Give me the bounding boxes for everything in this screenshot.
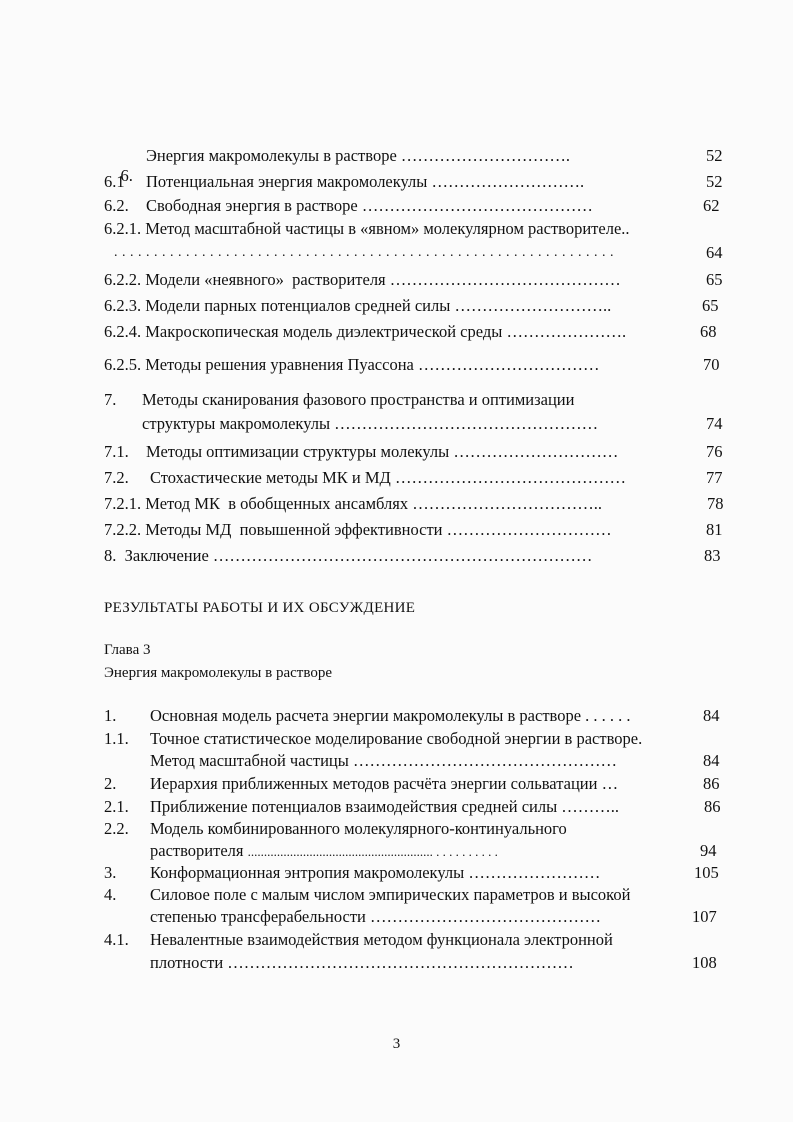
toc-page: 70 (703, 355, 720, 374)
toc-title: Метод масштабной частицы (150, 751, 349, 770)
toc-dots: . . . . . . . . . . . . . . . . . . . . . . . . . . . . . . . . . . . . . . . . . . . . . . . . . . . . . . . . . . . . . . . (114, 245, 614, 260)
toc-entry-title (150, 797, 619, 817)
toc-entry-title (150, 751, 617, 771)
toc-num: 4.1. (104, 930, 129, 949)
toc-title: Метод масштабной частицы в «явном» молекулярном растворителе.. (145, 219, 630, 238)
chapter-label: Глава 3 (104, 642, 151, 658)
toc-title: плотности (150, 953, 224, 972)
toc-entry-title (150, 841, 498, 862)
toc-num: 2.1. (104, 797, 129, 816)
toc-page: 52 (706, 172, 723, 191)
toc-num: 6.2.5. (104, 355, 142, 374)
toc-entry-title (146, 172, 584, 192)
toc-dots: …………………………………… (361, 196, 593, 215)
toc-num: 6.2.4. (104, 322, 142, 341)
toc-num: 7.2. (104, 468, 129, 487)
toc-dots: … (601, 774, 619, 793)
toc-title: Методы МД повышенной эффективности (145, 520, 443, 539)
toc-dots: …………………………… (417, 355, 600, 374)
toc-dots: . . . . . . (585, 706, 631, 725)
toc-num: 6.2.3. (104, 296, 142, 315)
toc-dots: ………………………… (446, 520, 612, 539)
toc-dots: ……….. (561, 797, 620, 816)
toc-dots: ......................................................... . . . . . . . . . . (247, 844, 498, 859)
toc-title: Метод МК в обобщенных ансамблях (145, 494, 409, 513)
toc-num: 6.2.1. (104, 219, 142, 238)
toc-entry-title (104, 296, 611, 316)
toc-page: 84 (703, 751, 720, 770)
toc-entry-title (142, 414, 598, 434)
toc-dots: ……………………………………………………… (227, 953, 574, 972)
toc-entry-title (104, 270, 621, 290)
toc-title: Силовое поле с малым числом эмпирических параметров и высокой (150, 885, 631, 904)
toc-entry-title (150, 706, 631, 726)
toc-dots: …………………………….. (412, 494, 602, 513)
toc-title: структуры макромолекулы (142, 414, 331, 433)
toc-dots: ………………………………………… (334, 414, 599, 433)
toc-dots: …………………. (506, 322, 627, 341)
toc-title: Модели «неявного» растворителя (145, 270, 386, 289)
toc-page: 84 (703, 706, 720, 725)
toc-title: Модель комбинированного молекулярного-континуального (150, 819, 567, 838)
toc-dots: …………………………. (400, 146, 571, 165)
toc-page: 74 (706, 414, 723, 433)
toc-title: Точное статистическое моделирование свободной энергии в растворе. (150, 729, 643, 748)
section-heading: РЕЗУЛЬТАТЫ РАБОТЫ И ИХ ОБСУЖДЕНИЕ (104, 600, 416, 616)
toc-title: степенью трансферабельности (150, 907, 366, 926)
toc-page: 105 (694, 863, 719, 882)
toc-title: Стохастические методы МК и МД (150, 468, 391, 487)
toc-title: Методы сканирования фазового пространства и оптимизации (142, 390, 575, 409)
toc-page: 83 (704, 546, 721, 565)
toc-entry-title (146, 442, 618, 462)
toc-entry-title (104, 322, 626, 342)
toc-title: Невалентные взаимодействия методом функционала электронной (150, 930, 613, 949)
toc-title: Энергия макромолекулы в растворе (146, 146, 397, 165)
toc-num: 7.2.2. (104, 520, 142, 539)
toc-dots: ……………………….. (454, 296, 612, 315)
toc-num: 2. (104, 774, 117, 793)
toc-entry-title (104, 355, 599, 375)
toc-entry-title (104, 546, 592, 566)
toc-title: Свободная энергия в растворе (146, 196, 358, 215)
toc-dots: …………………………………… (389, 270, 621, 289)
toc-num: 1. (104, 706, 117, 725)
toc-num: 8. (104, 546, 117, 565)
toc-page: 52 (706, 146, 723, 165)
toc-dots: …………………………………… (394, 468, 626, 487)
toc-num: 3. (104, 863, 117, 882)
toc-num: 1.1. (104, 729, 129, 748)
toc-dots: ………………………………………… (352, 751, 617, 770)
toc-page: 65 (706, 270, 723, 289)
toc-title: Потенциальная энергия макромолекулы (146, 172, 428, 191)
toc-page: 94 (700, 841, 717, 860)
toc-page: 76 (706, 442, 723, 461)
toc-title: Приближение потенциалов взаимодействия средней силы (150, 797, 558, 816)
toc-page: 108 (692, 953, 717, 972)
toc-dots: ………………………. (431, 172, 585, 191)
page-number: 3 (392, 1036, 401, 1052)
toc-title: Основная модель расчета энергии макромолекулы в растворе (150, 706, 582, 725)
toc-page: 86 (704, 797, 721, 816)
toc-entry-title (150, 953, 574, 973)
toc-title: Методы решения уравнения Пуассона (145, 355, 414, 374)
toc-page: 62 (703, 196, 720, 215)
toc-entry-title (146, 196, 593, 216)
toc-page: 77 (706, 468, 723, 487)
toc-num: 2.2. (104, 819, 129, 838)
toc-dots: …………………………………… (370, 907, 601, 926)
toc-num: 6.1 (104, 172, 125, 191)
toc-page: 107 (692, 907, 717, 926)
toc-num: 4. (104, 885, 117, 904)
toc-title: Методы оптимизации структуры молекулы (146, 442, 450, 461)
toc-num: 7. (104, 390, 117, 409)
toc-num: 7.2.1. (104, 494, 142, 513)
toc-entry-title (150, 863, 600, 883)
toc-title: Макроскопическая модель диэлектрической среды (145, 322, 503, 341)
chapter-title: Энергия макромолекулы в растворе (104, 665, 332, 681)
toc-num: 6. (120, 166, 133, 185)
toc-title: растворителя (150, 841, 244, 860)
toc-num: 6.2.2. (104, 270, 142, 289)
toc-page: 86 (703, 774, 720, 793)
toc-entry-title (104, 494, 602, 514)
toc-page: 64 (706, 243, 723, 262)
toc-page: 68 (700, 322, 717, 341)
toc-page: 81 (706, 520, 723, 539)
toc-page: 65 (702, 296, 719, 315)
toc-title: Заключение (124, 546, 209, 565)
toc-entry-title (150, 774, 618, 794)
toc-dots: ………………………… (453, 442, 619, 461)
toc-entry-title (150, 907, 601, 927)
toc-title: Модели парных потенциалов средней силы (145, 296, 451, 315)
toc-title: Конформационная энтропия макромолекулы (150, 863, 465, 882)
toc-entry-title (104, 219, 630, 239)
toc-dots: …………………………………………………………… (212, 546, 593, 565)
toc-dots: …………………… (468, 863, 601, 882)
toc-entry-title (104, 520, 612, 540)
toc-num: 6.2. (104, 196, 129, 215)
toc-title: Иерархия приближенных методов расчёта энергии сольватации (150, 774, 598, 793)
toc-entry-title (146, 146, 570, 166)
toc-entry-title (150, 468, 626, 488)
toc-num: 7.1. (104, 442, 129, 461)
toc-page: 78 (707, 494, 724, 513)
